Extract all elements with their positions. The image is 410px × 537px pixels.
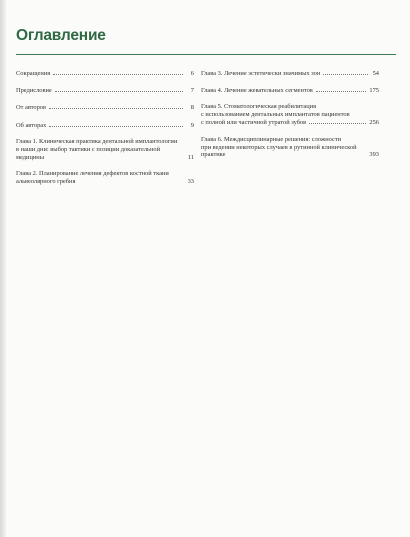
toc-entry-label: Глава 3. Лечение эстетически значимых зон: [201, 70, 321, 77]
toc-entry-chapter-6[interactable]: [201, 136, 379, 159]
toc-entry-label: Глава 4. Лечение жевательных сегментов: [201, 86, 313, 94]
page-title: Оглавление: [16, 27, 106, 44]
toc-page-number: 8: [190, 104, 194, 112]
toc-entry-chapter-5[interactable]: [201, 103, 379, 127]
toc-entry-label: практике: [201, 151, 226, 159]
toc-entry-chapter-4[interactable]: [201, 86, 379, 95]
toc-entry-label: альвеолярного гребня: [16, 177, 76, 185]
toc-entry-from-authors[interactable]: [16, 103, 194, 112]
toc-entry-preface[interactable]: [16, 86, 194, 95]
dot-leader: [316, 86, 367, 92]
toc-entry-about-authors[interactable]: [16, 121, 194, 130]
toc-left-column: [16, 69, 194, 194]
dot-leader: [55, 86, 183, 92]
toc-entry-chapter-1[interactable]: [16, 138, 194, 161]
dot-leader: [323, 69, 368, 75]
dot-leader: [49, 121, 183, 127]
toc-page-number: 11: [187, 153, 194, 161]
toc-entry-line: Глава 6. Междисциплинарные решения: сложности: [201, 135, 342, 143]
title-rule: [16, 54, 396, 55]
toc-page-number: 256: [369, 119, 379, 127]
toc-entry-line: с использованием дентальных имплантатов пациентов: [201, 110, 350, 118]
toc-entry-chapter-2[interactable]: [16, 170, 194, 185]
dot-leader: [49, 103, 183, 109]
toc-page-number: 393: [369, 151, 379, 159]
toc-page-number: 9: [190, 121, 194, 129]
toc-right-column: [201, 69, 379, 168]
dot-leader: [309, 118, 366, 124]
toc-page-number: 33: [187, 177, 194, 185]
dot-leader: [228, 151, 366, 156]
toc-page-number: 6: [190, 70, 194, 77]
toc-entry-line: в наши дни: выбор тактики с позиции доказательной: [16, 145, 160, 153]
toc-entry-label: с полной или частичной утратой зубов: [201, 119, 307, 127]
toc-entry-label: медицины: [16, 153, 45, 161]
toc-entry-label: От авторов: [16, 104, 47, 112]
dot-leader: [78, 178, 183, 183]
toc-page-number: 7: [190, 86, 194, 94]
toc-page-number: 54: [372, 70, 379, 77]
toc-entry-label: Предисловие: [16, 86, 52, 94]
page-edge: [0, 0, 6, 537]
toc-entry-label: Сокращения: [16, 70, 51, 77]
toc-entry-line: при ведении некоторых случаев в рутинной клинической: [201, 143, 357, 151]
toc-entry-line: Глава 2. Планирование лечения дефектов костной ткани: [16, 170, 169, 178]
toc-entry-chapter-3[interactable]: [201, 69, 379, 78]
toc-entry-label: Об авторах: [16, 121, 47, 129]
toc-page-number: 175: [369, 86, 379, 94]
dot-leader: [53, 69, 183, 75]
dot-leader: [47, 154, 183, 159]
toc-entry-line: Глава 5. Стоматологическая реабилитация: [201, 103, 317, 111]
toc-entry-abbreviations[interactable]: [16, 69, 194, 78]
toc-entry-line: Глава 1. Клиническая практика дентальной имплантологии: [16, 138, 178, 146]
